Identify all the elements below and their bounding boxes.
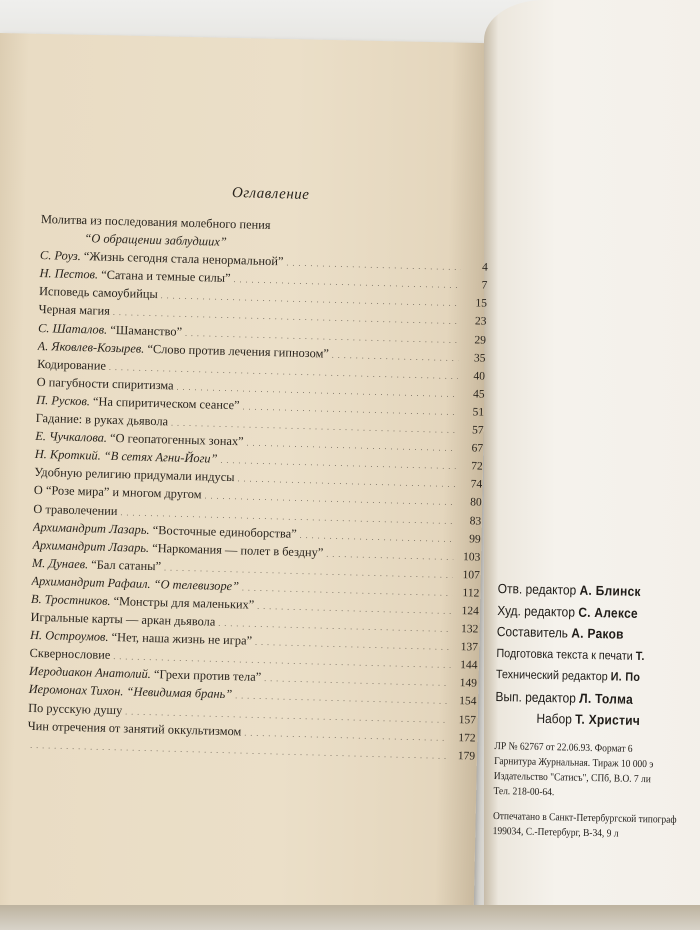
toc-page-number: 149 (459, 677, 478, 690)
toc-page-number: 57 (471, 424, 484, 437)
toc-page-number: 35 (473, 352, 486, 365)
toc-entry-title: Сквернословие (29, 646, 111, 663)
toc-entry-author: С. Шаталов. (37, 320, 108, 337)
toc-page-number: 112 (462, 587, 480, 600)
toc-page-number: 179 (457, 749, 476, 763)
toc-entry-title: “Грехи против тела” (150, 667, 262, 685)
toc-entry-title: “Шаманство” (107, 322, 183, 339)
credit-role: Вып. редактор (495, 688, 577, 706)
toc-list (27, 211, 489, 765)
toc-page-number: 40 (473, 370, 486, 383)
toc-page-number: 103 (462, 550, 481, 564)
credit-name: Т. (635, 648, 645, 663)
toc-entry-text (32, 555, 162, 575)
toc-entry-title: Исповедь самоубийцы (38, 284, 158, 302)
toc-entry-title: Игральные карты — аркан дьявола (30, 609, 216, 629)
toc-title: Оглавление (231, 184, 310, 204)
toc-entry-text (28, 699, 123, 719)
toc-entry-author: Архимандрит Рафаил. (31, 573, 151, 591)
credit-role: Набор (536, 710, 573, 727)
toc-page-number: 72 (470, 460, 483, 473)
credits-list (495, 578, 700, 733)
toc-entry-title: “Монстры для маленьких” (110, 593, 255, 612)
toc-entry-title: О траволечении (33, 501, 118, 518)
toc-entry-author: М. Дунаев. (31, 555, 89, 572)
toc-page-number: 74 (470, 478, 483, 491)
toc-page-number: 29 (474, 333, 487, 347)
toc-entry-title: “Наркомания — полет в бездну” (148, 540, 324, 560)
toc-entry-author: Архимандрит Лазарь. (32, 537, 150, 555)
toc-entry-text (33, 500, 118, 519)
credit-line (495, 707, 684, 732)
toc-page-number: 124 (461, 605, 480, 618)
toc-entry-title: “Невидимая брань” (123, 684, 233, 702)
toc-page-number: 154 (459, 695, 477, 708)
toc-page-number: 144 (460, 659, 478, 672)
toc-entry-author: Иеромонах Тихон. (28, 682, 124, 699)
toc-page-number: 51 (472, 406, 485, 419)
toc-entry-title: О “Розе мира” и многом другом (33, 483, 202, 502)
credit-role: Худ. редактор (497, 602, 576, 620)
toc-entry-text (29, 645, 110, 664)
toc-entry-author: Н. Остроумов. (29, 628, 109, 645)
toc-entry-title: Гадание: в руках дьявола (35, 410, 169, 429)
book-bottom-edge (0, 905, 700, 930)
toc-entry-author: Архимандрит Лазарь. (32, 519, 150, 537)
toc-entry-title: “Сатана и темные силы” (97, 267, 231, 286)
toc-entry-title: “Жизнь сегодня стала ненормальной” (80, 249, 284, 269)
credit-name: А. Раков (571, 625, 624, 642)
toc-page-number: 4 (481, 261, 489, 274)
imprint-line: Отпечатано в Санкт-Петербургской типограф (492, 810, 677, 826)
colophon (493, 578, 700, 843)
toc-page-number (465, 234, 489, 235)
toc-entry-author: Н. Кроткий. (34, 447, 101, 463)
toc-entry-author: Е. Чучкалова. (35, 429, 108, 445)
credit-role: Подготовка текста к печати (496, 645, 633, 663)
toc-page-number: 80 (470, 496, 482, 510)
imprint-line: Издательство "Сатисъ", СПб, В.О. 7 ли (493, 770, 651, 785)
toc-page-number: 45 (472, 388, 485, 401)
toc-page-number: 107 (462, 568, 480, 582)
credit-name: Л. Толма (579, 690, 634, 707)
imprint-line: Гарнитура Журнальная. Тираж 10 000 э (494, 755, 654, 770)
toc-entry-title: О пагубности спиритизма (36, 374, 174, 393)
toc-entry-title: “На спиритическом сеансе” (89, 394, 240, 413)
toc-page-number: 137 (460, 641, 479, 654)
toc-page-number: 157 (458, 713, 477, 727)
credit-name: А. Блинск (579, 582, 641, 599)
toc-entry-title: Черная магия (38, 302, 111, 319)
toc-entry-text (36, 410, 169, 431)
toc-entry-title: Чин отречения от занятий оккультизмом (27, 718, 242, 739)
imprint-block-2 (493, 808, 700, 842)
toc-page-number: 15 (475, 297, 488, 311)
credit-role: Технический редактор (495, 666, 608, 684)
toc-entry-title: “О телевизоре” (150, 576, 240, 594)
imprint-line: ЛР № 62767 от 22.06.93. Формат 6 (494, 740, 633, 755)
toc-entry-author: А. Яковлев-Козырев. (37, 338, 145, 356)
toc-page-number: 7 (481, 279, 488, 292)
toc-entry-author: Н. Пестов. (39, 266, 99, 282)
toc-page-number: 67 (471, 442, 484, 455)
toc-entry-text (37, 356, 106, 375)
toc-entry-text (36, 374, 173, 395)
imprint-block-1 (493, 738, 700, 802)
toc-page-number: 99 (469, 532, 481, 546)
imprint-line: 199034, С.-Петербург, В-34, 9 л (492, 825, 619, 840)
toc-entry-text (39, 283, 158, 303)
toc-entry-title: По русскую душу (28, 700, 123, 717)
toc-entry-title: Кодирование (37, 356, 107, 373)
toc-page-number: 83 (469, 514, 482, 528)
imprint-line: Тел. 218-00-64. (493, 785, 555, 798)
toc-entry-text (38, 301, 110, 320)
toc-entry-title: “Слово против лечения гипнозом” (144, 341, 330, 361)
toc-entry-title: “Восточные единоборства” (149, 522, 297, 541)
toc-entry-title: Удобную религию придумали индусы (34, 465, 235, 485)
toc-entry-title: “Бал сатаны” (87, 557, 162, 574)
toc-entry-author: Иеродиакон Анатолий. (28, 664, 152, 682)
toc-entry-title: “В сетях Агни-Йоги” (100, 448, 218, 466)
toc-page-number: 132 (460, 623, 479, 636)
toc-page-number: 23 (474, 315, 487, 329)
toc-entry-title: “О обращении заблудших” (84, 231, 227, 249)
toc-entry-title: Молитва из последования молебного пения (40, 211, 271, 232)
credit-role: Отв. редактор (497, 580, 577, 598)
toc-entry-author: П. Русков. (36, 392, 91, 409)
toc-page-number: 172 (458, 731, 476, 745)
toc-entry-title: “О геопатогенных зонах” (106, 430, 244, 449)
table-of-contents (27, 180, 490, 765)
credit-role: Составитель (496, 623, 569, 641)
toc-entry-title: “Нет, наша жизнь не игра” (108, 630, 253, 648)
toc-entry-author: В. Тростников. (30, 591, 111, 608)
credit-name: Т. Христич (575, 711, 641, 729)
credit-name: И. По (610, 669, 641, 684)
toc-entry-author: С. Роуз. (39, 248, 81, 264)
credit-name: С. Алексе (578, 604, 639, 621)
toc-page-number (464, 252, 488, 253)
